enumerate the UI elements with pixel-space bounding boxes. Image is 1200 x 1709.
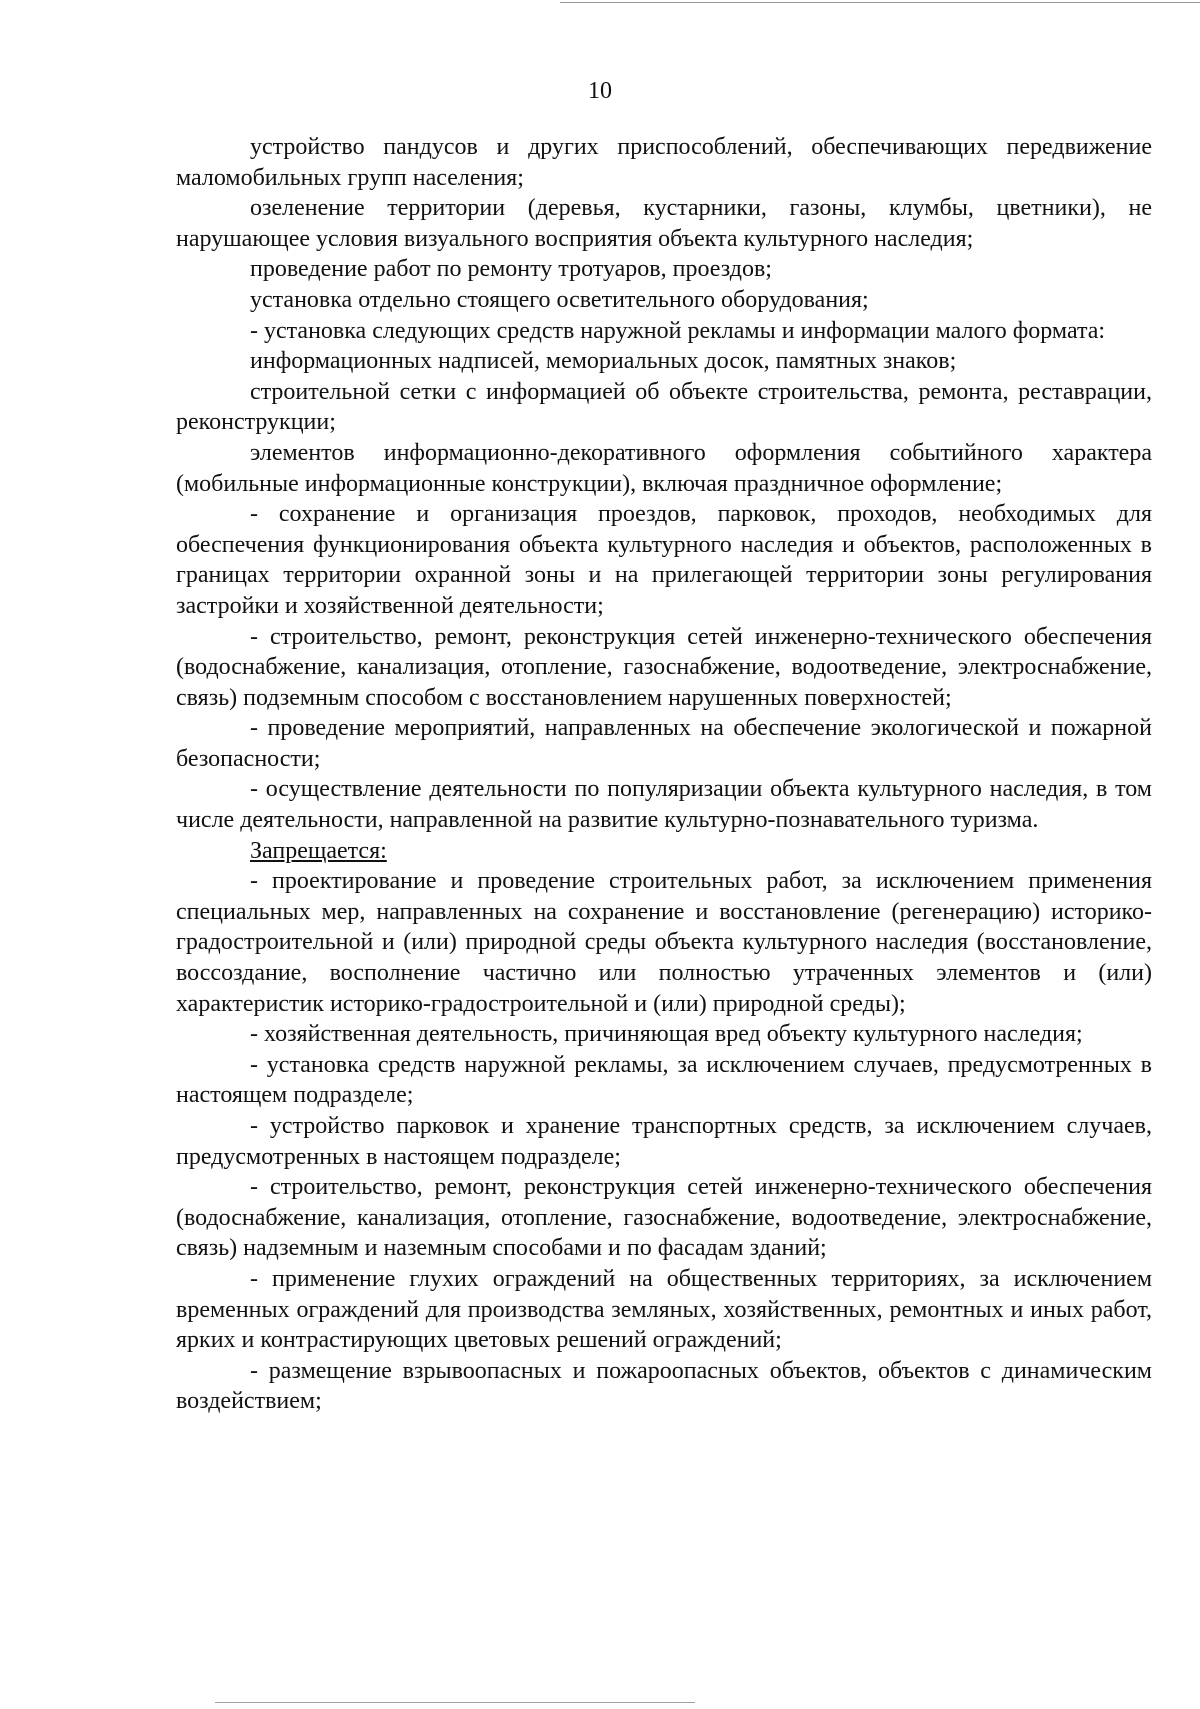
paragraph-parking-storage: - устройство парковок и хранение транспортных средств, за исключением случаев, предусмотренных в настоящем подразделе; [176,1113,1152,1170]
prohibited-heading-text: Запрещается: [250,837,387,864]
prohibited-heading [176,836,1152,867]
page-number: 10 [588,78,612,104]
paragraph-landscaping: озеленение территории (деревья, кустарники, газоны, клумбы, цветники), не нарушающее условия визуального восприятия объекта культурного наследия; [176,195,1152,252]
scan-edge-line-bottom [215,1702,695,1703]
paragraph-solid-fences: - применение глухих ограждений на общественных территориях, за исключением временных ограждений для производства земляных, хозяйственных, ремонтных и иных работ, ярких и контрастирующих цветовых решений ограждений; [176,1265,1152,1354]
paragraph-memorial-plaques: информационных надписей, мемориальных досок, памятных знаков; [250,348,957,375]
paragraph-ramps: устройство пандусов и других приспособлений, обеспечивающих передвижение маломобильных групп населения; [176,134,1152,191]
paragraph-popularization: - осуществление деятельности по популяризации объекта культурного наследия, в том числе деятельности, направленной на развитие культурно-познавательного туризма. [176,776,1152,834]
paragraph-construction-mesh: строительной сетки с информацией об объекте строительства, ремонта, реставрации, реконструкции; [176,378,1152,436]
paragraph-hazardous-objects: - размещение взрывоопасных и пожароопасных объектов, объектов с динамическим воздействием; [176,1357,1152,1415]
paragraph-sidewalk-repair: проведение работ по ремонту тротуаров, проездов; [250,256,772,283]
document-body [176,132,1152,1417]
paragraph-harmful-activity: - хозяйственная деятельность, причиняющая вред объекту культурного наследия; [250,1021,1083,1048]
paragraph-outdoor-advertising: - установка средств наружной рекламы, за исключением случаев, предусмотренных в настоящем подразделе; [176,1051,1152,1109]
paragraph-advertising: - установка следующих средств наружной рекламы и информации малого формата: [250,317,1106,344]
paragraph-driveways-parking: - сохранение и организация проездов, парковок, проходов, необходимых для обеспечения функционирования объекта культурного наследия и объектов, расположенных в границах территории охранной зоны и на прилегающей территории зоны регулирования застройки и хозяйственной деятельности; [176,501,1152,619]
paragraph-underground-networks: - строительство, ремонт, реконструкция сетей инженерно-технического обеспечения (водоснабжение, канализация, отопление, газоснабжение, водоотведение, электроснабжение, связь) подземным способом с восстановлением нарушенных поверхностей; [176,623,1152,711]
paragraph-aboveground-networks: - строительство, ремонт, реконструкция сетей инженерно-технического обеспечения (водоснабжение, канализация, отопление, газоснабжение, водоотведение, электроснабжение, связь) надземным и наземным способами и по фасадам зданий; [176,1174,1152,1262]
paragraph-decorative-elements: элементов информационно-декоративного оформления событийного характера (мобильные информационные конструкции), включая праздничное оформление; [176,439,1152,497]
scan-edge-line-top [560,2,1200,3]
paragraph-lighting: установка отдельно стоящего осветительного оборудования; [250,286,869,313]
paragraph-safety-measures: - проведение мероприятий, направленных на обеспечение экологической и пожарной безопасности; [176,715,1152,772]
paragraph-design-construction: - проектирование и проведение строительных работ, за исключением применения специальных мер, направленных на сохранение и восстановление (регенерацию) историко-градостроительной и (или) природной среды объекта культурного наследия (восстановление, воссоздание, восполнение частично или полностью утраченных элементов и (или) характеристик историко-градостроительной и (или) природной среды); [176,868,1152,1017]
